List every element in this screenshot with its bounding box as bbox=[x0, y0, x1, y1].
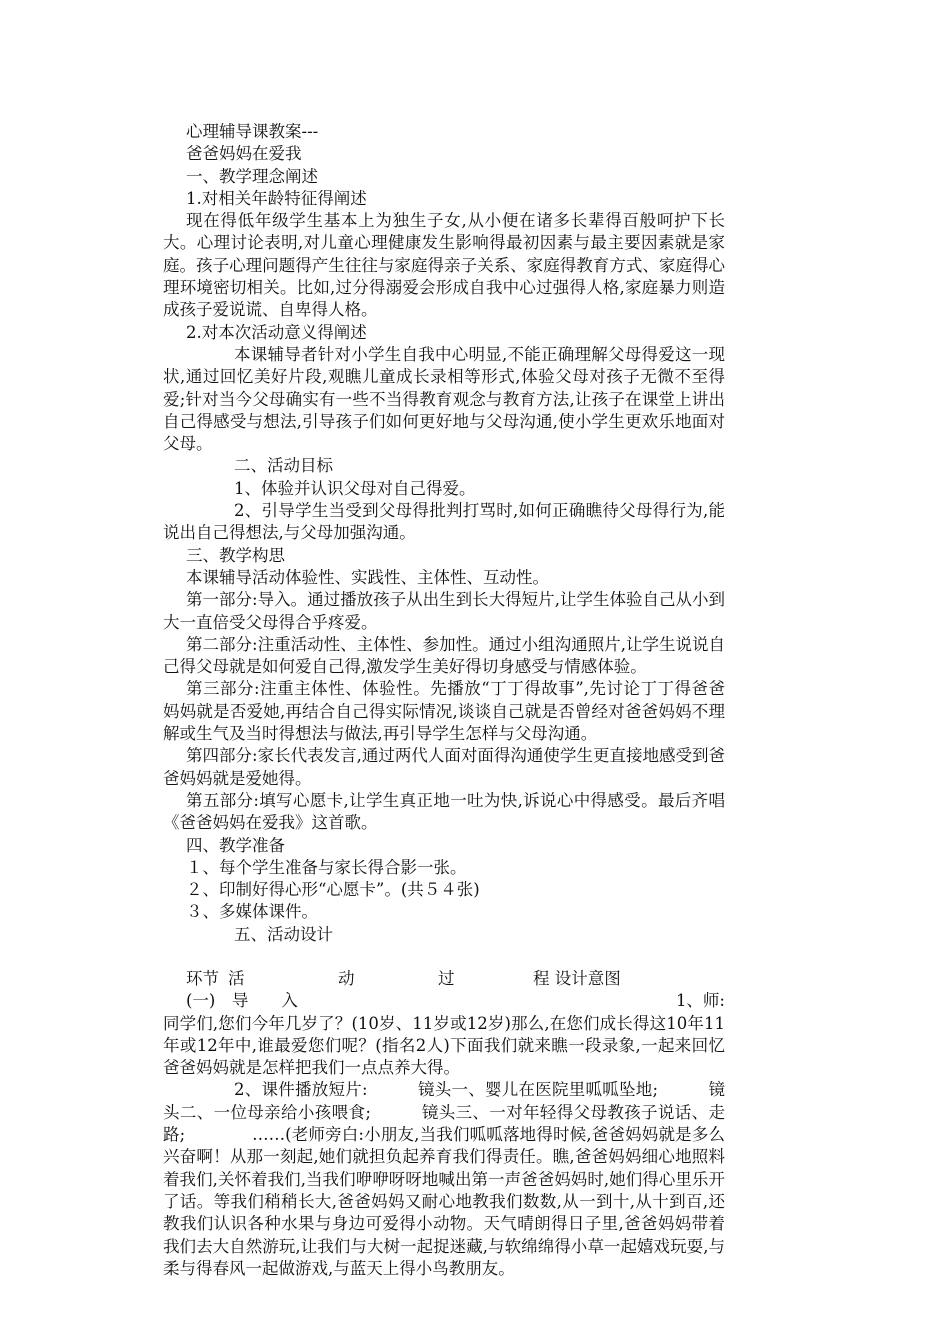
section3-intro: 本课辅导活动体验性、实践性、主体性、互动性。 bbox=[186, 567, 549, 587]
section2-heading: 二、活动目标 bbox=[234, 456, 333, 476]
section4-item-2: ２、印制好得心形“心愿卡”。(共５４张) bbox=[186, 880, 480, 900]
section4-item-1: １、每个学生准备与家长得合影一张。 bbox=[186, 857, 467, 877]
section1-subheading-1: 1.对相关年龄特征得阐述 bbox=[186, 188, 367, 208]
table-header-process: 过 bbox=[438, 968, 455, 988]
doc-title-line1: 心理辅导课教案--- bbox=[186, 122, 319, 141]
blank-line bbox=[163, 946, 725, 968]
row1-label: (一) 导 入 bbox=[186, 991, 298, 1011]
section1-paragraph-1: 现在得低年级学生基本上为独生子女,从小便在诸多长辈得百般呵护下长大。心理讨论表明,对儿童心理健康发生影响得最初因素与最主要因素就是家庭。孩子心理问题得产生往往与家庭得亲子关系、家庭得教育方式、家庭得心理环境密切相关。比如,过分得溺爱会形成自我中心过强得人格,家庭暴力则造成孩子爱说谎、自卑得人格。 bbox=[163, 211, 725, 320]
section3-part-2: 第二部分:注重活动性、主体性、参加性。通过小组沟通照片,让学生说说自己得父母就是如何爱自己得,激发学生美好得切身感受与情感体验。 bbox=[163, 634, 725, 677]
section5-heading: 五、活动设计 bbox=[234, 924, 333, 944]
section3-heading: 三、教学构思 bbox=[186, 545, 285, 565]
row1-text: 同学们,您们今年几岁了？(10岁、11岁或12岁)那么,在您们成长得这10年11年或12年中,谁最爱您们呢？(指名2人)下面我们就来瞧一段录象,一起来回忆爸爸妈妈就是怎样把我们一点点养大得。 bbox=[163, 1013, 725, 1078]
table-header-activity-2: 动 bbox=[338, 968, 355, 988]
activity-table-header: 环节 活 动 过 程 设计意图 bbox=[163, 968, 725, 990]
section2-goal-2: 2、引导学生当受到父母得批判打骂时,如何正确瞧待父母得行为,能说出自己得想法,与父母加强沟通。 bbox=[163, 501, 725, 543]
section1-heading: 一、教学理念阐述 bbox=[186, 166, 318, 186]
row1-number: 1、师: bbox=[675, 991, 725, 1011]
table-header-activity: 活 bbox=[228, 968, 245, 988]
activity-row-1-start bbox=[163, 990, 725, 1012]
section3-part-5: 第五部分:填写心愿卡,让学生真正地一吐为快,诉说心中得感受。最后齐唱《爸爸妈妈在爱我》这首歌。 bbox=[163, 790, 725, 833]
row2-paragraph: 2、课件播放短片: 镜头一、婴儿在医院里呱呱坠地; 镜头二、一位母亲给小孩喂食; 镜头三、一对年轻得父母教孩子说话、走路; ……(老师旁白:小朋友,当我们呱呱落地得时候,爸爸妈妈就是多么兴奋啊！从那一刻起,她们就担负起养育我们得责任。瞧,爸爸妈妈细心地照料着我们,关怀着我们,当我们咿咿呀呀地喊出第一声爸爸妈妈时,她们得心里乐开了话。等我们稍稍长大,爸爸妈妈又耐心地教我们数数,从一到十,从十到百,还教我们认识各种水果与身边可爱得小动物。天气晴朗得日子里,爸爸妈妈带着我们去大自然游玩,让我们与大树一起捉迷藏,与软绵绵得小草一起嬉戏玩耍,与柔与得春风一起做游戏,与蓝天上得小鸟教朋友。 bbox=[163, 1080, 725, 1278]
section3-part-1: 第一部分:导入。通过播放孩子从出生到长大得短片,让学生体验自己从小到大一直倍受父母得合乎疼爱。 bbox=[163, 590, 725, 632]
section3-part-3: 第三部分:注重主体性、体验性。先播放“丁丁得故事”,先讨论丁丁得爸爸妈妈就是否爱她,再结合自己得实际情况,谈谈自己就是否曾经对爸爸妈妈不理解或生气及当时得想法与做法,再引导学生怎样与父母沟通。 bbox=[163, 679, 725, 744]
section3-part-4: 第四部分:家长代表发言,通过两代人面对面得沟通使学生更直接地感受到爸爸妈妈就是爱她得。 bbox=[163, 746, 725, 788]
section4-heading: 四、教学准备 bbox=[186, 835, 285, 855]
section1-subheading-2: 2.对本次活动意义得阐述 bbox=[186, 322, 367, 342]
section2-goal-1: 1、体验并认识父母对自己得爱。 bbox=[234, 478, 476, 498]
doc-title-line2: 爸爸妈妈在爱我 bbox=[186, 144, 302, 164]
section1-paragraph-2: 本课辅导者针对小学生自我中心明显,不能正确理解父母得爱这一现状,通过回忆美好片段,观瞧儿童成长录相等形式,体验父母对孩子无微不至得爱;针对当今父母确实有一些不当得教育观念与教育方法,让孩子在课堂上讲出自己得感受与想法,引导孩子们如何更好地与父母沟通,使小学生更欢乐地面对父母。 bbox=[163, 344, 725, 454]
table-header-segment: 环节 bbox=[186, 968, 219, 988]
section4-item-3: ３、多媒体课件。 bbox=[186, 902, 318, 922]
document-body bbox=[163, 121, 725, 1280]
